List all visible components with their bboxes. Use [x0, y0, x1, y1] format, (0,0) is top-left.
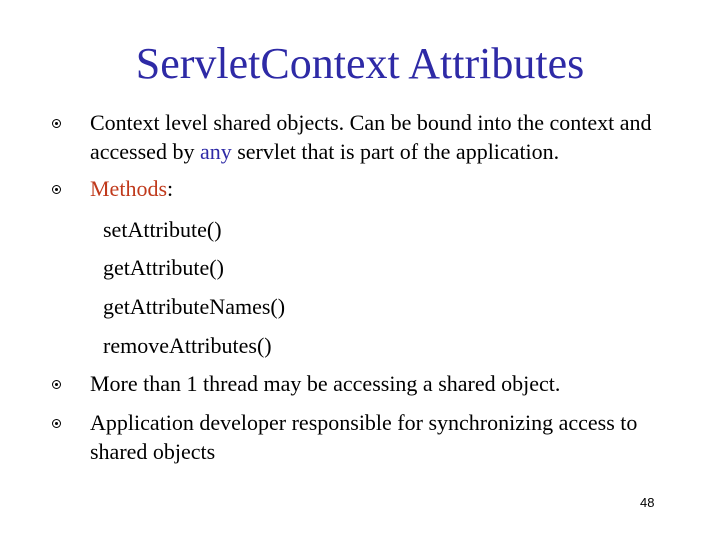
bullet-methods — [48, 174, 698, 203]
bullet-icon — [52, 380, 61, 389]
bullet-icon — [52, 419, 61, 428]
methods-label: Methods — [90, 176, 167, 201]
bullet-context-level — [48, 108, 698, 166]
method-get-attribute: getAttribute() — [103, 255, 224, 280]
bullet-text — [90, 108, 698, 166]
bullet-threads — [48, 369, 698, 398]
slide-title: ServletContext Attributes — [135, 39, 585, 88]
method-remove-attributes: removeAttributes() — [103, 333, 272, 358]
bullet-text-part: Context level shared objects. Can be bound into the context and accessed by — [90, 110, 652, 164]
bullet-text — [90, 174, 698, 203]
bullet-text: More than 1 thread may be accessing a shared object. — [90, 371, 561, 396]
bullet-icon — [52, 119, 61, 128]
bullet-text-part: servlet that is part of the application. — [231, 139, 560, 164]
page-number: 48 — [640, 495, 655, 510]
method-get-attribute-names: getAttributeNames() — [103, 294, 286, 319]
emphasis-word: any — [199, 139, 232, 164]
bullet-text: Application developer responsible for synchronizing access to shared objects — [90, 410, 638, 464]
bullet-synchronizing — [48, 408, 698, 466]
method-set-attribute: setAttribute() — [103, 217, 222, 242]
methods-label-suffix: : — [167, 176, 174, 201]
bullet-icon — [52, 185, 61, 194]
